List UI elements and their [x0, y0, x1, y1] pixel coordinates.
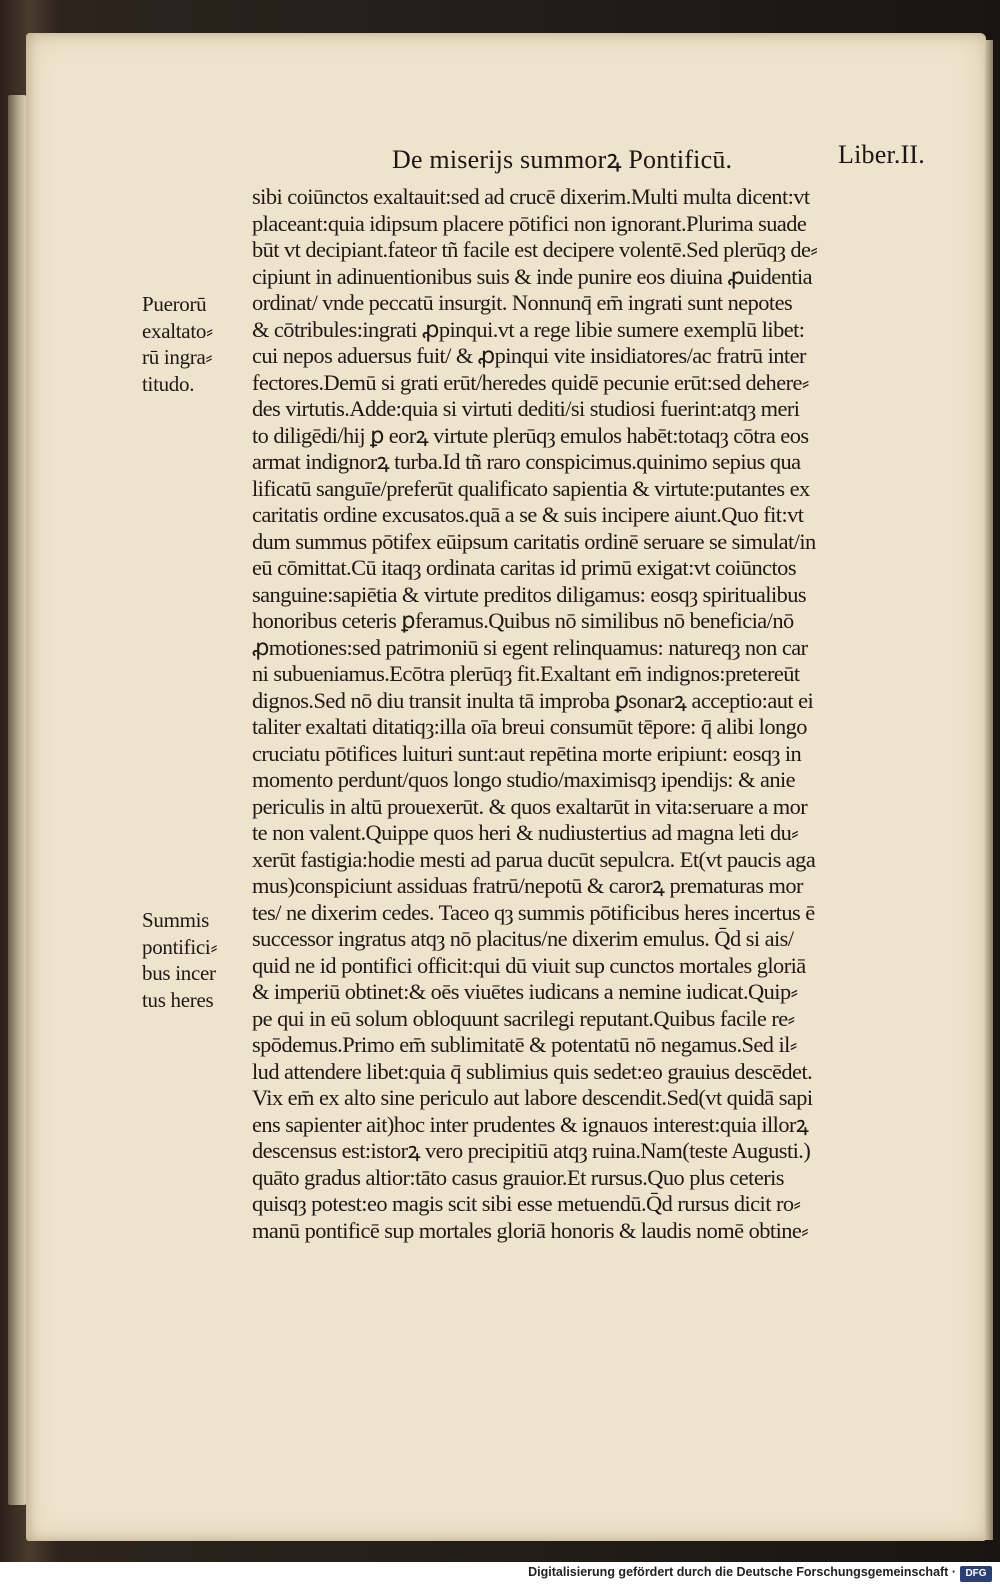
text-line: eū cōmittat.Cū itaqȝ ordinata caritas id primū exigat:vt coiūnctos [252, 555, 796, 580]
marginal-note [142, 291, 246, 397]
text-line: manū pontificē sup mortales gloriā honoris & laudis nomē obtine⸗ [252, 1217, 809, 1243]
text-line: lificatū sanguīe/preferūt qualificato sapientia & virtute:putantes ex [252, 475, 810, 501]
text-line: sanguine:sapiētia & virtute preditos diligamus: eosqȝ spiritualibus [252, 581, 807, 607]
page-edge-right [985, 40, 993, 1540]
text-line: Vix em̄ ex alto sine periculo aut labore descendit.Sed(vt quidā sapi [252, 1085, 813, 1110]
marginal-note [142, 907, 246, 1013]
text-line: dum summus pōtifex eūipsum caritatis ordinē seruare se simulat/in [252, 528, 816, 554]
text-line: caritatis ordine excusatos.quā a se & suis incipere aiunt.Quo fit:vt [252, 502, 804, 527]
text-line: to diligēdi/hij ꝑ eorꝝ virtute plerūqȝ emulos habēt:totaqȝ cōtra eos [252, 422, 809, 448]
marginal-line: rū ingra⸗ [142, 345, 213, 369]
text-line: xerūt fastigia:hodie mesti ad parua ducūt sepulcra. Et(vt paucis aga [252, 846, 816, 872]
funding-credit: Digitalisierung gefördert durch die Deutsche Forschungsgemeinschaft · [528, 1565, 956, 1579]
text-line: te non valent.Quippe quos heri & nudiustertius ad magna leti du⸗ [252, 820, 799, 845]
text-line: & cōtribules:ingrati ꝓpinqui.vt a rege libie sumere exemplū libet: [252, 316, 805, 342]
text-line: ni subueniamus.Ecōtra plerūqȝ fit.Exaltant em̄ indignos:pretereūt [252, 661, 800, 686]
text-line: & imperiū obtinet:& oēs viuētes iudicans a nemine iudicat.Quip⸗ [252, 979, 798, 1004]
text-line: periculis in altū prouexerūt. & quos exaltarūt in vita:seruare a mor [252, 793, 808, 819]
marginal-line: titudo. [142, 371, 195, 396]
text-line: spōdemus.Primo em̄ sublimitatē & potentatū nō negamus.Sed il⸗ [252, 1032, 797, 1057]
text-line: sibi coiūnctos exaltauit:sed ad crucē dixerim.Multi multa dicent:vt [252, 184, 810, 209]
marginal-line: pontifici⸗ [142, 934, 218, 959]
text-line: ordinat/ vnde peccatū insurgit. Nonnunq̄ em̄ ingrati sunt nepotes [252, 290, 793, 315]
text-line: cui nepos aduersus fuit/ & ꝓpinqui vite insidiatores/ac fratrū inter [252, 343, 806, 368]
marginal-line: Summis [142, 908, 210, 932]
text-line: quāto gradus altior:tāto casus grauior.Et rursus.Quo plus ceteris [252, 1164, 784, 1190]
book-number: Liber.II. [838, 140, 925, 169]
marginal-line: tus heres [142, 987, 214, 1012]
text-line: des virtutis.Adde:quia si virtuti dediti/si studiosi fuerint:atqȝ meri [252, 396, 800, 421]
text-line: descensus est:istorꝝ vero precipitiū atqȝ ruina.Nam(teste Augusti.) [252, 1138, 811, 1163]
text-line: fectores.Demū si grati erūt/heredes quidē pecunie erūt:sed dehere⸗ [252, 369, 809, 395]
text-line: lud attendere libet:quia q̄ sublimius quis sedet:eo grauius descēdet. [252, 1058, 813, 1084]
text-line: ens sapienter ait)hoc inter prudentes & ignauos interest:quia illorꝝ [252, 1111, 809, 1137]
text-line: armat indignorꝝ turba.Id tñ raro conspicimus.quinimo sepius qua [252, 449, 801, 474]
text-line: successor ingratus atqȝ nō placitus/ne dixerim emulus. Q̄d si ais/ [252, 926, 794, 951]
text-line: quid ne id pontifici officit:qui dū viuit sup cunctos mortales gloriā [252, 952, 806, 978]
footer-bar [0, 1562, 1000, 1586]
marginal-line: bus incer [142, 961, 216, 985]
text-line: tes/ ne dixerim cedes. Taceo qȝ summis pōtificibus heres incertus ē [252, 899, 815, 925]
text-line: dignos.Sed nō diu transit inulta tā improba ꝑsonarꝝ acceptio:aut ei [252, 687, 814, 713]
text-line: būt vt decipiant.fateor tñ facile est decipere volentē.Sed plerūqȝ de⸗ [252, 237, 818, 262]
marginal-line: exaltato⸗ [142, 318, 213, 343]
text-line: cruciatu pōtifices luituri sunt:aut repētina morte eripiunt: eosqȝ in [252, 740, 802, 766]
body-text [252, 184, 932, 1244]
running-title: De miserijs summorꝝ Pontificū. [392, 145, 733, 174]
text-line: taliter exaltati ditatiqȝ:illa oīa breui consumūt tēpore: q̄ alibi longo [252, 714, 807, 739]
text-line: quisqȝ potest:eo magis scit sibi esse metuendū.Q̄d rursus dicit ro⸗ [252, 1191, 801, 1216]
dfg-logo: DFG [960, 1566, 992, 1582]
text-line: pe qui in eū solum obloquunt sacrilegi reputant.Quibus facile re⸗ [252, 1005, 795, 1031]
page-edge-left [8, 95, 26, 1505]
text-line: ꝓmotiones:sed patrimoniū si egent relinquamus: natureqȝ non car [252, 634, 808, 660]
text-line: mus)conspiciunt assiduas fratrū/nepotū & carorꝝ prematuras mor [252, 873, 803, 898]
marginal-line: Puerorū [142, 292, 207, 316]
text-line: cipiunt in adinuentionibus suis & inde punire eos diuina ꝓuidentia [252, 263, 813, 289]
text-line: momento perdunt/quos longo studio/maximisqȝ ipendijs: & anie [252, 767, 796, 792]
text-line: honoribus ceteris ꝑferamus.Quibus nō similibus nō beneficia/nō [252, 608, 794, 633]
text-line: placeant:quia idipsum placere pōtifici non ignorant.Plurima suade [252, 210, 807, 236]
